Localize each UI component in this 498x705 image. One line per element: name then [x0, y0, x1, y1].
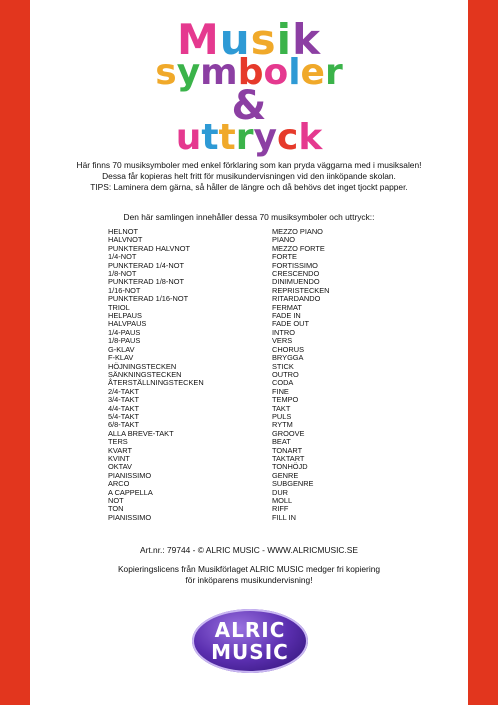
- list-item: TERS: [108, 437, 128, 447]
- list-item: 4/4-TAKT: [108, 403, 140, 413]
- list-item: PIANO: [272, 235, 295, 245]
- list-item: PUNKTERAD 1/16-NOT: [108, 294, 189, 304]
- list-item: MOLL: [272, 496, 293, 505]
- list-item: 6/8-TAKT: [108, 420, 140, 430]
- list-item: TEMPO: [272, 395, 299, 405]
- list-item: STICK: [272, 361, 294, 371]
- list-item: TONART: [272, 445, 303, 455]
- list-item: 1/4-NOT: [108, 252, 137, 262]
- title-letter: y: [253, 117, 277, 159]
- list-item: FILL IN: [272, 512, 296, 522]
- title-letter: M: [176, 15, 220, 64]
- license-line: Kopieringslicens från Musikförlaget ALRIC MUSIC medger fri kopiering: [117, 564, 381, 574]
- title-letter: l: [288, 52, 301, 94]
- list-item: INTRO: [272, 327, 295, 337]
- list-item: PUNKTERAD 1/4-NOT: [108, 260, 184, 270]
- list-item: 1/4-PAUS: [108, 327, 141, 337]
- document-page: [30, 0, 468, 705]
- list-item: SUBGENRE: [272, 479, 314, 489]
- title-letter: t: [201, 117, 219, 159]
- license-text: [30, 564, 468, 586]
- list-item: ARCO: [108, 479, 130, 489]
- list-item: PIANISSIMO: [108, 470, 152, 480]
- intro-line: Här finns 70 musiksymboler med enkel förklaring som kan pryda väggarna med i musiksalen!: [76, 160, 422, 170]
- list-item: G-KLAV: [108, 344, 135, 354]
- title-letter: r: [324, 52, 343, 94]
- list-item: FORTISSIMO: [272, 260, 318, 270]
- list-item: 1/8-PAUS: [108, 336, 141, 346]
- title-logo: [30, 15, 468, 159]
- left-red-border: [0, 0, 30, 705]
- list-item: FORTE: [272, 252, 297, 262]
- list-item: OKTAV: [108, 462, 132, 472]
- intro-line: TIPS: Laminera dem gärna, så håller de längre och då behövs det inget tjockt papper.: [90, 182, 408, 192]
- symbol-list-right: [272, 228, 330, 522]
- title-letter: u: [219, 15, 251, 64]
- title-letter: t: [218, 117, 236, 159]
- list-item: DINIMUENDO: [272, 277, 320, 287]
- list-item: 5/4-TAKT: [108, 411, 140, 421]
- right-red-border: [468, 0, 498, 705]
- list-item: 1/16-NOT: [108, 285, 141, 295]
- title-letter: &: [231, 83, 267, 130]
- list-item: KVART: [108, 445, 132, 455]
- list-item: KVINT: [108, 453, 130, 463]
- list-item: FADE OUT: [272, 319, 309, 329]
- title-letter: e: [300, 52, 325, 94]
- title-letter: k: [298, 117, 323, 159]
- title-letter: k: [292, 15, 322, 64]
- article-number-line: Art.nr.: 79744 - © ALRIC MUSIC - WWW.ALRICMUSIC.SE: [140, 545, 358, 555]
- list-item: FINE: [272, 386, 289, 396]
- list-item: DUR: [272, 487, 289, 497]
- list-item: VERS: [272, 336, 293, 346]
- list-item: F-KLAV: [108, 353, 134, 363]
- title-letter: s: [155, 52, 177, 94]
- collection-summary: Den här samlingen innehåller dessa 70 musiksymboler och uttryck::: [123, 212, 375, 222]
- list-item: RIFF: [272, 504, 289, 514]
- list-item: BRYGGA: [272, 353, 304, 363]
- list-item: BEAT: [272, 437, 291, 447]
- list-item: 2/4-TAKT: [108, 386, 140, 396]
- list-item: RITARDANDO: [272, 294, 321, 304]
- list-item: PIANISSIMO: [108, 512, 152, 522]
- list-item: TONHÖJD: [272, 462, 308, 472]
- list-item: HELNOT: [108, 227, 138, 236]
- title-word-uttryck: [30, 117, 468, 159]
- title-letter: r: [235, 117, 254, 159]
- title-letter: y: [176, 52, 201, 94]
- list-item: NOT: [108, 496, 124, 505]
- list-item: TON: [108, 504, 124, 514]
- license-line: för inköparens musikundervisning!: [185, 575, 313, 585]
- list-item: CHORUS: [272, 344, 305, 354]
- list-item: GROOVE: [272, 428, 305, 438]
- list-item: ÅTERSTÄLLNINGSTECKEN: [108, 378, 204, 388]
- list-item: HALVPAUS: [108, 319, 147, 329]
- title-letter: o: [263, 52, 289, 94]
- title-letter: s: [250, 15, 277, 64]
- list-item: HELPAUS: [108, 311, 142, 321]
- intro-text: [30, 160, 468, 193]
- list-item: HALVNOT: [108, 235, 143, 245]
- title-letter: u: [175, 117, 202, 159]
- list-item: SÄNKNINGSTECKEN: [108, 369, 182, 379]
- intro-line: Dessa får kopieras helt fritt för musikundervisningen vid den iinköpande skolan.: [102, 171, 396, 181]
- logo-line-2: MUSIC: [211, 640, 289, 664]
- title-letter: b: [237, 52, 264, 94]
- list-item: RYTM: [272, 420, 293, 430]
- symbol-list-left: [108, 228, 204, 522]
- list-item: A CAPPELLA: [108, 487, 153, 497]
- list-item: CRESCENDO: [272, 269, 320, 279]
- title-letter: i: [276, 15, 293, 64]
- list-item: FADE IN: [272, 311, 301, 321]
- list-item: ALLA BREVE-TAKT: [108, 428, 174, 438]
- list-item: CODA: [272, 378, 294, 388]
- list-item: GENRE: [272, 470, 299, 480]
- title-letter: m: [200, 52, 238, 94]
- title-letter: c: [277, 117, 299, 159]
- alric-music-logo: [192, 609, 308, 673]
- list-item: PUNKTERAD 1/8-NOT: [108, 277, 184, 287]
- list-item: TAKTART: [272, 453, 305, 463]
- list-item: TAKT: [272, 403, 291, 413]
- list-item: TRIOL: [108, 302, 130, 312]
- list-item: MEZZO FORTE: [272, 243, 325, 253]
- list-item: HÖJNINGSTECKEN: [108, 361, 177, 371]
- list-item: 1/8-NOT: [108, 269, 137, 279]
- list-item: OUTRO: [272, 369, 299, 379]
- list-item: PULS: [272, 411, 292, 421]
- logo-line-1: ALRIC: [214, 618, 286, 642]
- list-item: MEZZO PIANO: [272, 227, 323, 236]
- list-item: REPRISTECKEN: [272, 285, 330, 295]
- list-item: FERMAT: [272, 302, 302, 312]
- list-item: PUNKTERAD HALVNOT: [108, 243, 190, 253]
- list-item: 3/4-TAKT: [108, 395, 140, 405]
